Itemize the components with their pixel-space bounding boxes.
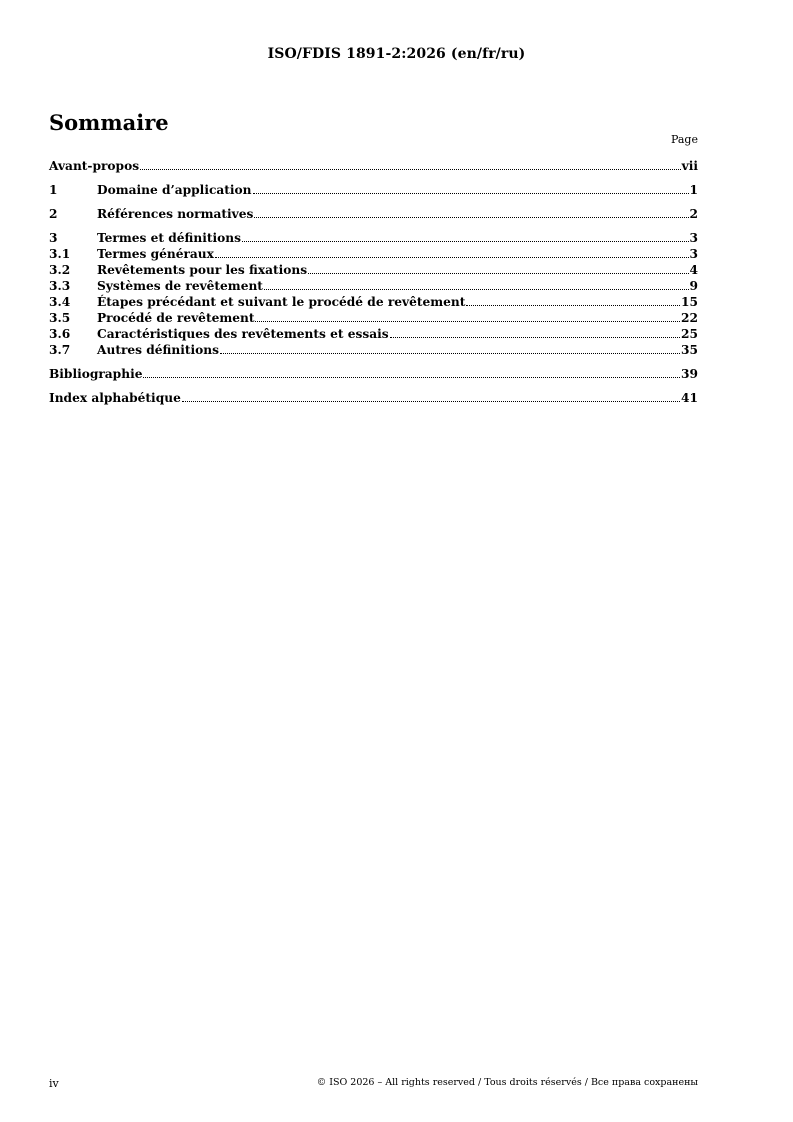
toc-entry-label: Index alphabétique [49, 391, 181, 405]
page-footer [49, 1077, 698, 1090]
toc-entry-page: 39 [681, 367, 698, 381]
dot-leader [220, 353, 680, 354]
toc-entry[interactable] [49, 326, 698, 342]
toc-entry-page: 2 [689, 207, 698, 221]
toc-entry-number: 2 [49, 207, 58, 221]
toc-entry-number: 3.5 [49, 311, 71, 325]
toc-title: Sommaire [49, 110, 169, 135]
toc-entry-page: 9 [689, 279, 698, 293]
toc-entry-number: 3.7 [49, 343, 71, 357]
dot-leader [264, 289, 689, 290]
toc-entry-label: Autres définitions [97, 343, 219, 357]
toc-entry-label: Systèmes de revêtement [97, 279, 263, 293]
dot-leader [140, 169, 681, 170]
toc-entry-number: 3.1 [49, 247, 71, 261]
toc-entry-label: Termes et définitions [97, 231, 241, 245]
dot-leader [466, 305, 680, 306]
dot-leader [254, 217, 688, 218]
toc-entry-label: Avant-propos [49, 159, 140, 173]
table-of-contents [49, 158, 698, 406]
toc-entry-label: Caractéristiques des revêtements et essais [97, 327, 389, 341]
dot-leader [253, 193, 689, 194]
toc-entry[interactable] [49, 310, 698, 326]
dot-leader [143, 377, 680, 378]
toc-entry[interactable] [49, 246, 698, 262]
toc-entry-label: Termes généraux [97, 247, 214, 261]
toc-entry[interactable] [49, 294, 698, 310]
dot-leader [242, 241, 689, 242]
dot-leader [390, 337, 680, 338]
footer-copyright: © ISO 2026 – All rights reserved / Tous droits réservés / Все права сохранены [316, 1077, 698, 1088]
toc-entry-page: vii [681, 159, 698, 173]
dot-leader [255, 321, 680, 322]
toc-entry[interactable] [49, 390, 698, 406]
toc-entry-page: 25 [681, 327, 698, 341]
toc-entry-number: 3.2 [49, 263, 71, 277]
toc-entry-label: Bibliographie [49, 367, 143, 381]
toc-entry-page: 3 [689, 247, 698, 261]
toc-entry[interactable] [49, 158, 698, 174]
toc-entry[interactable] [49, 206, 698, 222]
toc-entry[interactable] [49, 342, 698, 358]
page-column-label: Page [670, 133, 698, 146]
toc-entry-page: 22 [681, 311, 698, 325]
toc-entry-label: Procédé de revêtement [97, 311, 255, 325]
footer-page-number: iv [49, 1077, 59, 1090]
toc-entry-page: 4 [689, 263, 698, 277]
dot-leader [215, 257, 689, 258]
toc-entry-page: 41 [681, 391, 698, 405]
document-header: ISO/FDIS 1891-2:2026 (en/fr/ru) [267, 46, 526, 62]
dot-leader [182, 401, 680, 402]
toc-entry-number: 3 [49, 231, 58, 245]
toc-entry-number: 3.3 [49, 279, 71, 293]
toc-entry-number: 3.6 [49, 327, 71, 341]
toc-entry-page: 35 [681, 343, 698, 357]
toc-entry-number: 3.4 [49, 295, 71, 309]
toc-entry-page: 15 [681, 295, 698, 309]
toc-entry[interactable] [49, 278, 698, 294]
toc-entry[interactable] [49, 366, 698, 382]
toc-entry[interactable] [49, 182, 698, 198]
toc-entry[interactable] [49, 262, 698, 278]
toc-entry-label: Domaine d’application [97, 183, 252, 197]
toc-entry-label: Références normatives [97, 207, 254, 221]
toc-entry-number: 1 [49, 183, 58, 197]
toc-entry-label: Revêtements pour les fixations [97, 263, 308, 277]
dot-leader [308, 273, 688, 274]
toc-entry-page: 3 [689, 231, 698, 245]
toc-entry-page: 1 [689, 183, 698, 197]
toc-entry-label: Étapes précédant et suivant le procédé de revêtement [97, 295, 466, 309]
toc-entry[interactable] [49, 230, 698, 246]
